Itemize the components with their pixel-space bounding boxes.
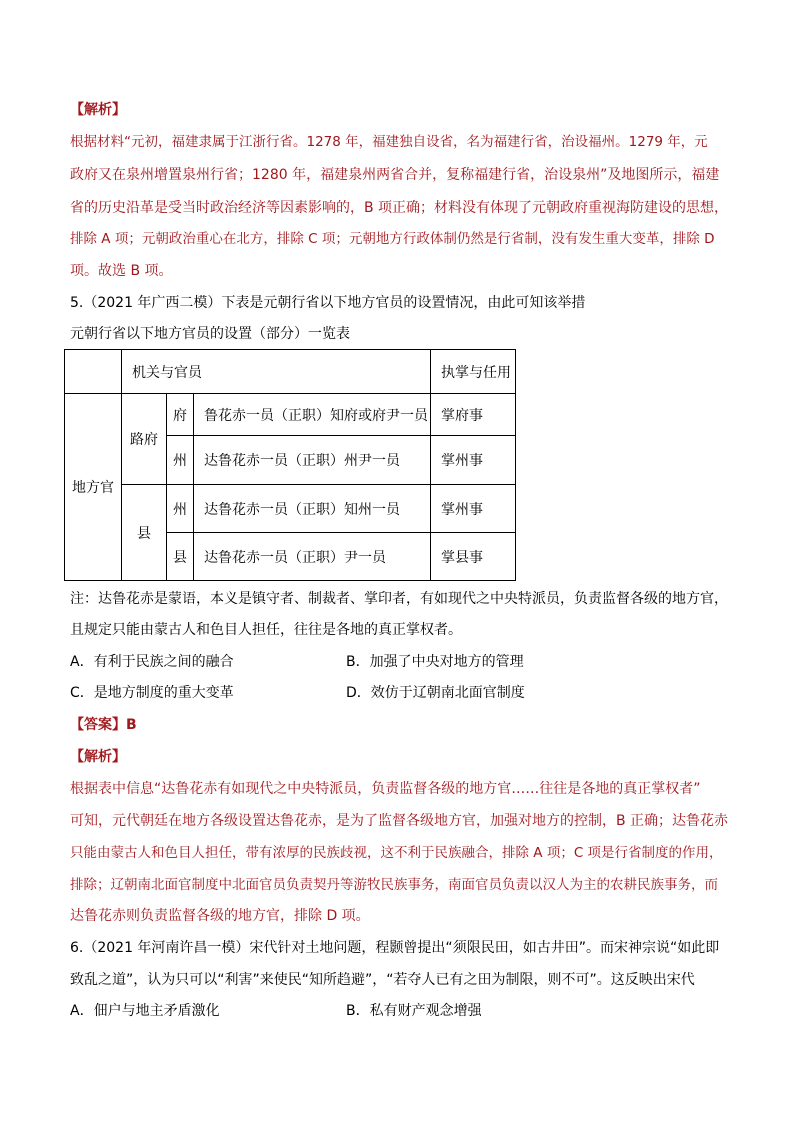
option-c: C．是地方制度的重大变革 [70, 685, 234, 701]
question-5-stem: 5.（2021 年广西二模）下表是元朝行省以下地方官员的设置情况，由此可知该举措 [70, 295, 586, 311]
unit-cell: 府 [167, 394, 194, 436]
officials-cell: 达鲁花赤一员（正职）州尹一员 [194, 436, 431, 485]
duty-cell: 掌府事 [431, 394, 516, 436]
table-note-line: 注：达鲁花赤是蒙语，本义是镇守者、制裁者、掌印者，有如现代之中央特派员，负责监督各级的地方官， [70, 591, 728, 607]
unit-cell: 县 [167, 533, 194, 581]
header-duty-cell: 执掌与任用 [431, 350, 516, 394]
analysis-line: 达鲁花赤则负责监督各级的地方官，排除 D 项。 [70, 908, 370, 924]
officials-cell: 达鲁花赤一员（正职）知州一员 [194, 485, 431, 533]
unit-cell: 州 [167, 436, 194, 485]
analysis-line: 根据材料“元初，福建隶属于江浙行省。1278 年，福建独自设省，名为福建行省，治设福州。1279 年，元 [70, 134, 708, 150]
sub-lufu-cell: 路府 [122, 394, 167, 485]
analysis-line: 排除；辽朝南北面官制度中北面官员负责契丹等游牧民族事务，南面官员负责以汉人为主的农耕民族事务，而 [70, 877, 718, 893]
table-row [65, 485, 516, 533]
analysis-line: 根据表中信息“达鲁花赤有如现代之中央特派员，负责监督各级的地方官……往往是各地的真正掌权者” [70, 781, 701, 797]
option-b: B．加强了中央对地方的管理 [346, 654, 524, 670]
sub-xian-cell: 县 [122, 485, 167, 581]
table-caption: 元朝行省以下地方官员的设置（部分）一览表 [70, 326, 350, 342]
question-6-stem: 6.（2021 年河南许昌一模）宋代针对土地问题，程颢曾提出“须限民田，如古井田”。而宋神宗说“如此即 [70, 940, 720, 956]
table-row [65, 394, 516, 436]
duty-cell: 掌州事 [431, 485, 516, 533]
option-a: A．佃户与地主矛盾激化 [70, 1003, 220, 1019]
option-b: B．私有财产观念增强 [346, 1003, 482, 1019]
duty-cell: 掌县事 [431, 533, 516, 581]
analysis-heading: 【解析】 [70, 102, 126, 118]
answer-label: 【答案】B [70, 717, 137, 733]
duty-cell: 掌州事 [431, 436, 516, 485]
option-a: A．有利于民族之间的融合 [70, 654, 234, 670]
group-cell: 地方官 [65, 394, 122, 581]
analysis-line: 项。故选 B 项。 [70, 263, 173, 279]
analysis-line: 可知，元代朝廷在地方各级设置达鲁花赤，是为了监督各级地方官，加强对地方的控制，B 正确；达鲁花赤 [70, 813, 729, 829]
analysis-line: 政府又在泉州增置泉州行省；1280 年，福建泉州两省合并，复称福建行省，治设泉州”及地图所示，福建 [70, 167, 720, 183]
option-d: D．效仿于辽朝南北面官制度 [346, 685, 525, 701]
unit-cell: 州 [167, 485, 194, 533]
officials-cell: 达鲁花赤一员（正职）尹一员 [194, 533, 431, 581]
officials-table [64, 349, 516, 581]
header-org-cell: 机关与官员 [122, 350, 431, 394]
question-6-stem: 致乱之道”，认为只可以“利害”来使民“知所趋避”，“若夺人已有之田为制限，则不可”。这反映出宋代 [70, 972, 695, 988]
analysis-heading: 【解析】 [70, 749, 126, 765]
analysis-line: 只能由蒙古人和色目人担任，带有浓厚的民族歧视，这不利于民族融合，排除 A 项；C 项是行省制度的作用， [70, 845, 723, 861]
table-note-line: 且规定只能由蒙古人和色目人担任，往往是各地的真正掌权者。 [70, 622, 462, 638]
analysis-line: 排除 A 项；元朝政治重心在北方，排除 C 项；元朝地方行政体制仍然是行省制，没有发生重大变革，排除 D [70, 231, 715, 247]
analysis-line: 省的历史沿革是受当时政治经济等因素影响的，B 项正确；材料没有体现了元朝政府重视海防建设的思想， [70, 200, 729, 216]
table-header-row [65, 350, 516, 394]
officials-cell: 鲁花赤一员（正职）知府或府尹一员 [194, 394, 431, 436]
table-corner-cell [65, 350, 122, 394]
